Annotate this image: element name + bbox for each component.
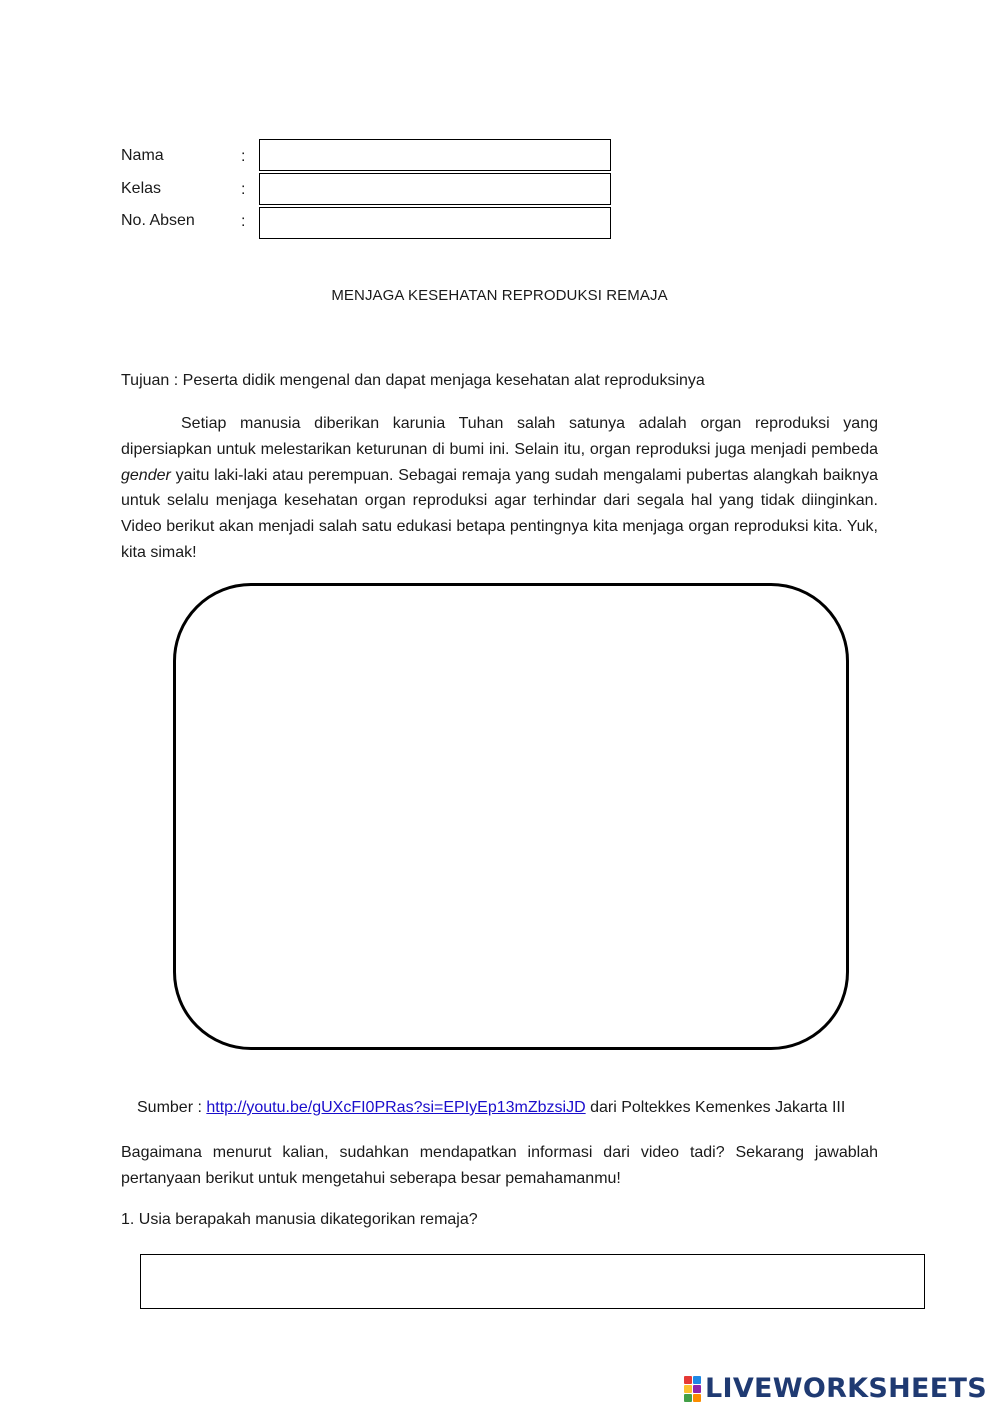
source-line (137, 1099, 845, 1117)
question-1: 1. Usia berapakah manusia dikategorikan remaja? (121, 1211, 478, 1228)
intro-paragraph-italic: gender (121, 466, 171, 484)
answer-1-input[interactable] (140, 1254, 925, 1309)
intro-paragraph-part1: Setiap manusia diberikan karunia Tuhan salah satunya adalah organ reproduksi yang dipersiapkan untuk melestarikan keturunan di bumi ini. Selain itu, organ reproduksi juga menjadi pembeda (121, 415, 878, 458)
nama-input[interactable] (259, 139, 611, 171)
colon-nama: : (241, 148, 246, 165)
video-frame[interactable] (173, 583, 849, 1050)
intro-paragraph-part2: yaitu laki-laki atau perempuan. Sebagai remaja yang sudah mengalami pubertas alangkah baiknya untuk selalu menjaga kesehatan organ reproduksi agar terhindar dari segala hal yang tidak diinginkan. Video berikut akan menjadi salah satu edukasi betapa pentingnya kita menjaga organ reproduksi kita. Yuk, kita simak! (121, 466, 878, 561)
intro-paragraph (121, 411, 878, 566)
colon-no-absen: : (241, 213, 246, 230)
label-kelas: Kelas (121, 180, 162, 197)
source-suffix: dari Poltekkes Kemenkes Jakarta III (585, 1099, 846, 1116)
source-prefix: Sumber : (137, 1099, 207, 1116)
liveworksheets-brand (684, 1372, 987, 1406)
objective-text: Tujuan : Peserta didik mengenal dan dapat menjaga kesehatan alat reproduksinya (121, 372, 705, 389)
liveworksheets-logo-icon (684, 1376, 701, 1402)
brand-text: LIVEWORKSHEETS (704, 1373, 987, 1404)
no-absen-input[interactable] (259, 207, 611, 239)
prompt-paragraph: Bagaimana menurut kalian, sudahkan mendapatkan informasi dari video tadi? Sekarang jawablah pertanyaan berikut untuk mengetahui seberapa besar pemahamanmu! (121, 1144, 878, 1187)
kelas-input[interactable] (259, 173, 611, 205)
label-nama: Nama (121, 147, 164, 164)
label-no-absen: No. Absen (121, 212, 195, 229)
colon-kelas: : (241, 181, 246, 198)
page-title: MENJAGA KESEHATAN REPRODUKSI REMAJA (331, 287, 668, 304)
source-link[interactable]: http://youtu.be/gUXcFI0PRas?si=EPIyEp13mZbzsiJD (206, 1099, 586, 1116)
